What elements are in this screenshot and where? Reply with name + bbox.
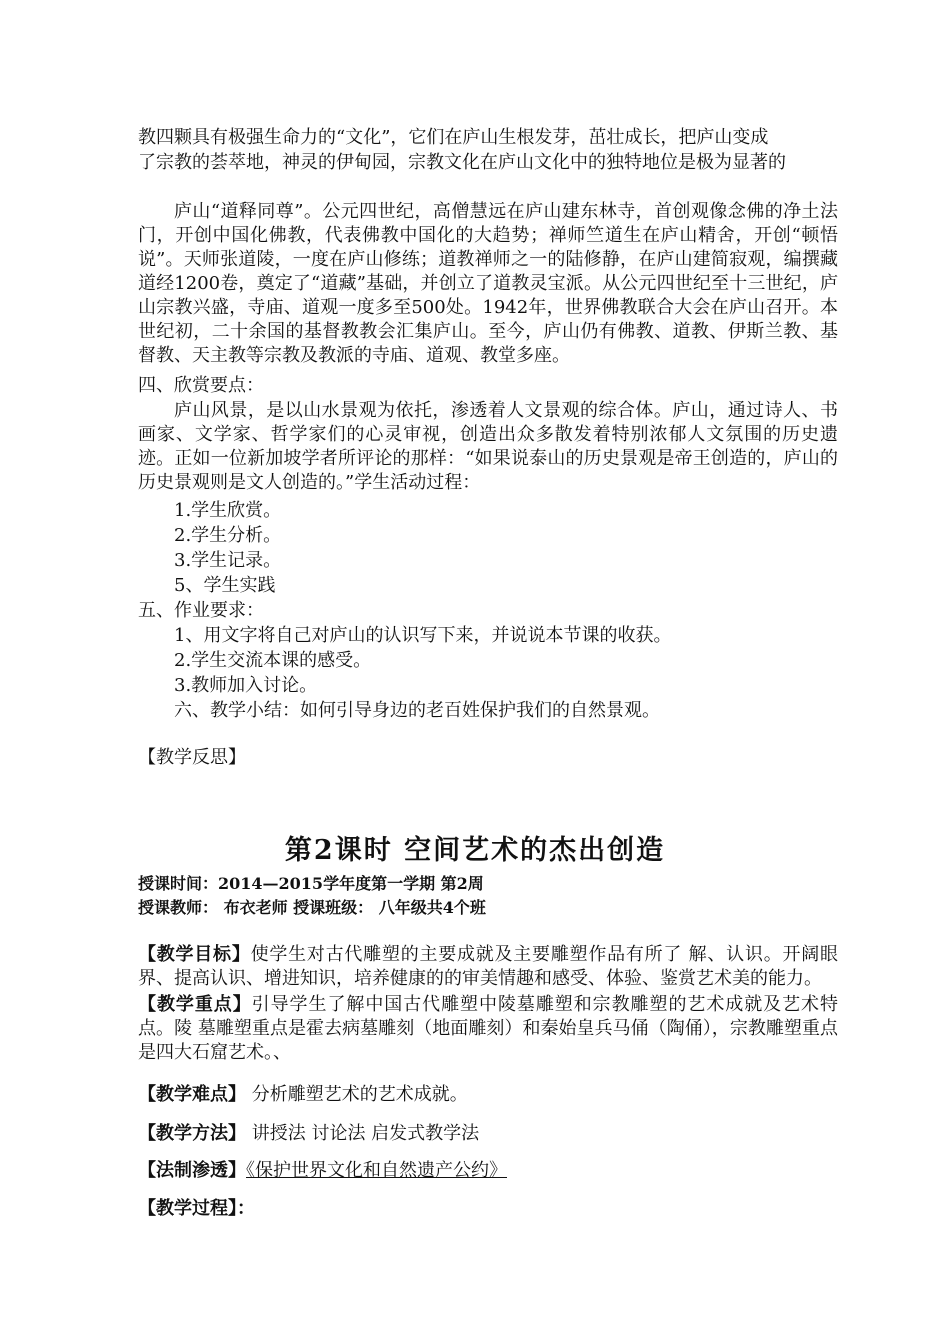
teaching-difficulty	[138, 1083, 838, 1107]
difficulty-text: 分析雕塑艺术的艺术成就。	[246, 1084, 468, 1105]
activity-item: 2.学生分析。	[174, 525, 282, 546]
activity-item: 1.学生欣赏。	[174, 500, 282, 521]
goal-label: 【教学目标】	[138, 944, 251, 965]
teaching-reflection: 【教学反思】	[138, 747, 246, 768]
intro-line-1: 教四颗具有极强生命力的“文化”，它们在庐山生根发芽，茁壮成长，把庐山变成	[138, 127, 769, 148]
lesson-time: 授课时间：2014—2015学年度第一学期 第2周	[138, 874, 484, 893]
process-label: 【教学过程】：	[138, 1198, 255, 1219]
key-text: 引导学生了解中国古代雕塑中陵墓雕塑和宗教雕塑的艺术成就及艺术特点。陵 墓雕塑重点是霍去病墓雕刻（地面雕刻）和秦始皇兵马俑（陶俑），宗教雕塑重点是四大石窟艺术。、	[138, 994, 839, 1063]
homework-item: 3.教师加入讨论。	[174, 675, 318, 696]
intro-line-2: 了宗教的荟萃地，神灵的伊甸园，宗教文化在庐山文化中的独特地位是极为显著的	[138, 152, 786, 173]
method-text: 讲授法 讨论法 启发式教学法	[246, 1123, 480, 1144]
religion-paragraph: 庐山“道释同尊”。公元四世纪，高僧慧远在庐山建东林寺，首创观像念佛的净土法门，开创中国化佛教，代表佛教中国化的大趋势；禅师竺道生在庐山精舍，开创“顿悟说”。天师张道陵，一度在庐山修练；道教禅师之一的陆修静，在庐山建简寂观，编撰藏道经1200卷，奠定了“道藏”基础，并创立了道教灵宝派。从公元四世纪至十三世纪，庐山宗教兴盛，寺庙、道观一度多至500处。1942年，世界佛教联合大会在庐山召开。本世纪初，二十余国的基督教教会汇集庐山。至今，庐山仍有佛教、道教、伊斯兰教、基督教、天主教等宗教及教派的寺庙、道观、教堂多座。	[138, 201, 838, 366]
homework-item: 1、用文字将自己对庐山的认识写下来，并说说本节课的收获。	[174, 625, 672, 646]
lesson-title: 第2课时 空间艺术的杰出创造	[284, 835, 666, 866]
teaching-summary: 六、教学小结：如何引导身边的老百姓保护我们的自然景观。	[174, 700, 660, 721]
appreciation-paragraph: 庐山风景，是以山水景观为依托，渗透着人文景观的综合体。庐山，通过诗人、书画家、文学家、哲学家们的心灵审视，创造出众多散发着特别浓郁人文氛围的历史遗迹。正如一位新加坡学者所评论的那样：“如果说泰山的历史景观是帝王创造的，庐山的历史景观则是文人创造的。”学生活动过程：	[138, 400, 838, 493]
teaching-method	[138, 1122, 838, 1146]
goal-text: 使学生对古代雕塑的主要成就及主要雕塑作品有所了 解、认识。开阔眼界、提高认识、增进知识，培养健康的的审美情趣和感受、体验、鉴赏艺术美的能力。	[138, 944, 839, 989]
legal-education	[138, 1159, 838, 1183]
lesson-teacher: 授课教师： 布衣老师 授课班级： 八年级共4个班	[138, 898, 486, 917]
activity-item: 5、学生实践	[174, 575, 276, 596]
difficulty-label: 【教学难点】	[138, 1084, 246, 1105]
teaching-key-points	[138, 993, 838, 1065]
homework-item: 2.学生交流本课的感受。	[174, 650, 372, 671]
law-label: 【法制渗透】	[138, 1160, 246, 1181]
teaching-goal	[138, 943, 838, 991]
law-text: 《保护世界文化和自然遗产公约》	[246, 1160, 507, 1181]
heading-appreciation: 四、欣赏要点：	[138, 375, 264, 396]
heading-homework: 五、作业要求：	[138, 600, 264, 621]
teaching-process	[138, 1197, 838, 1221]
key-label: 【教学重点】	[138, 994, 252, 1015]
method-label: 【教学方法】	[138, 1123, 246, 1144]
activity-item: 3.学生记录。	[174, 550, 282, 571]
